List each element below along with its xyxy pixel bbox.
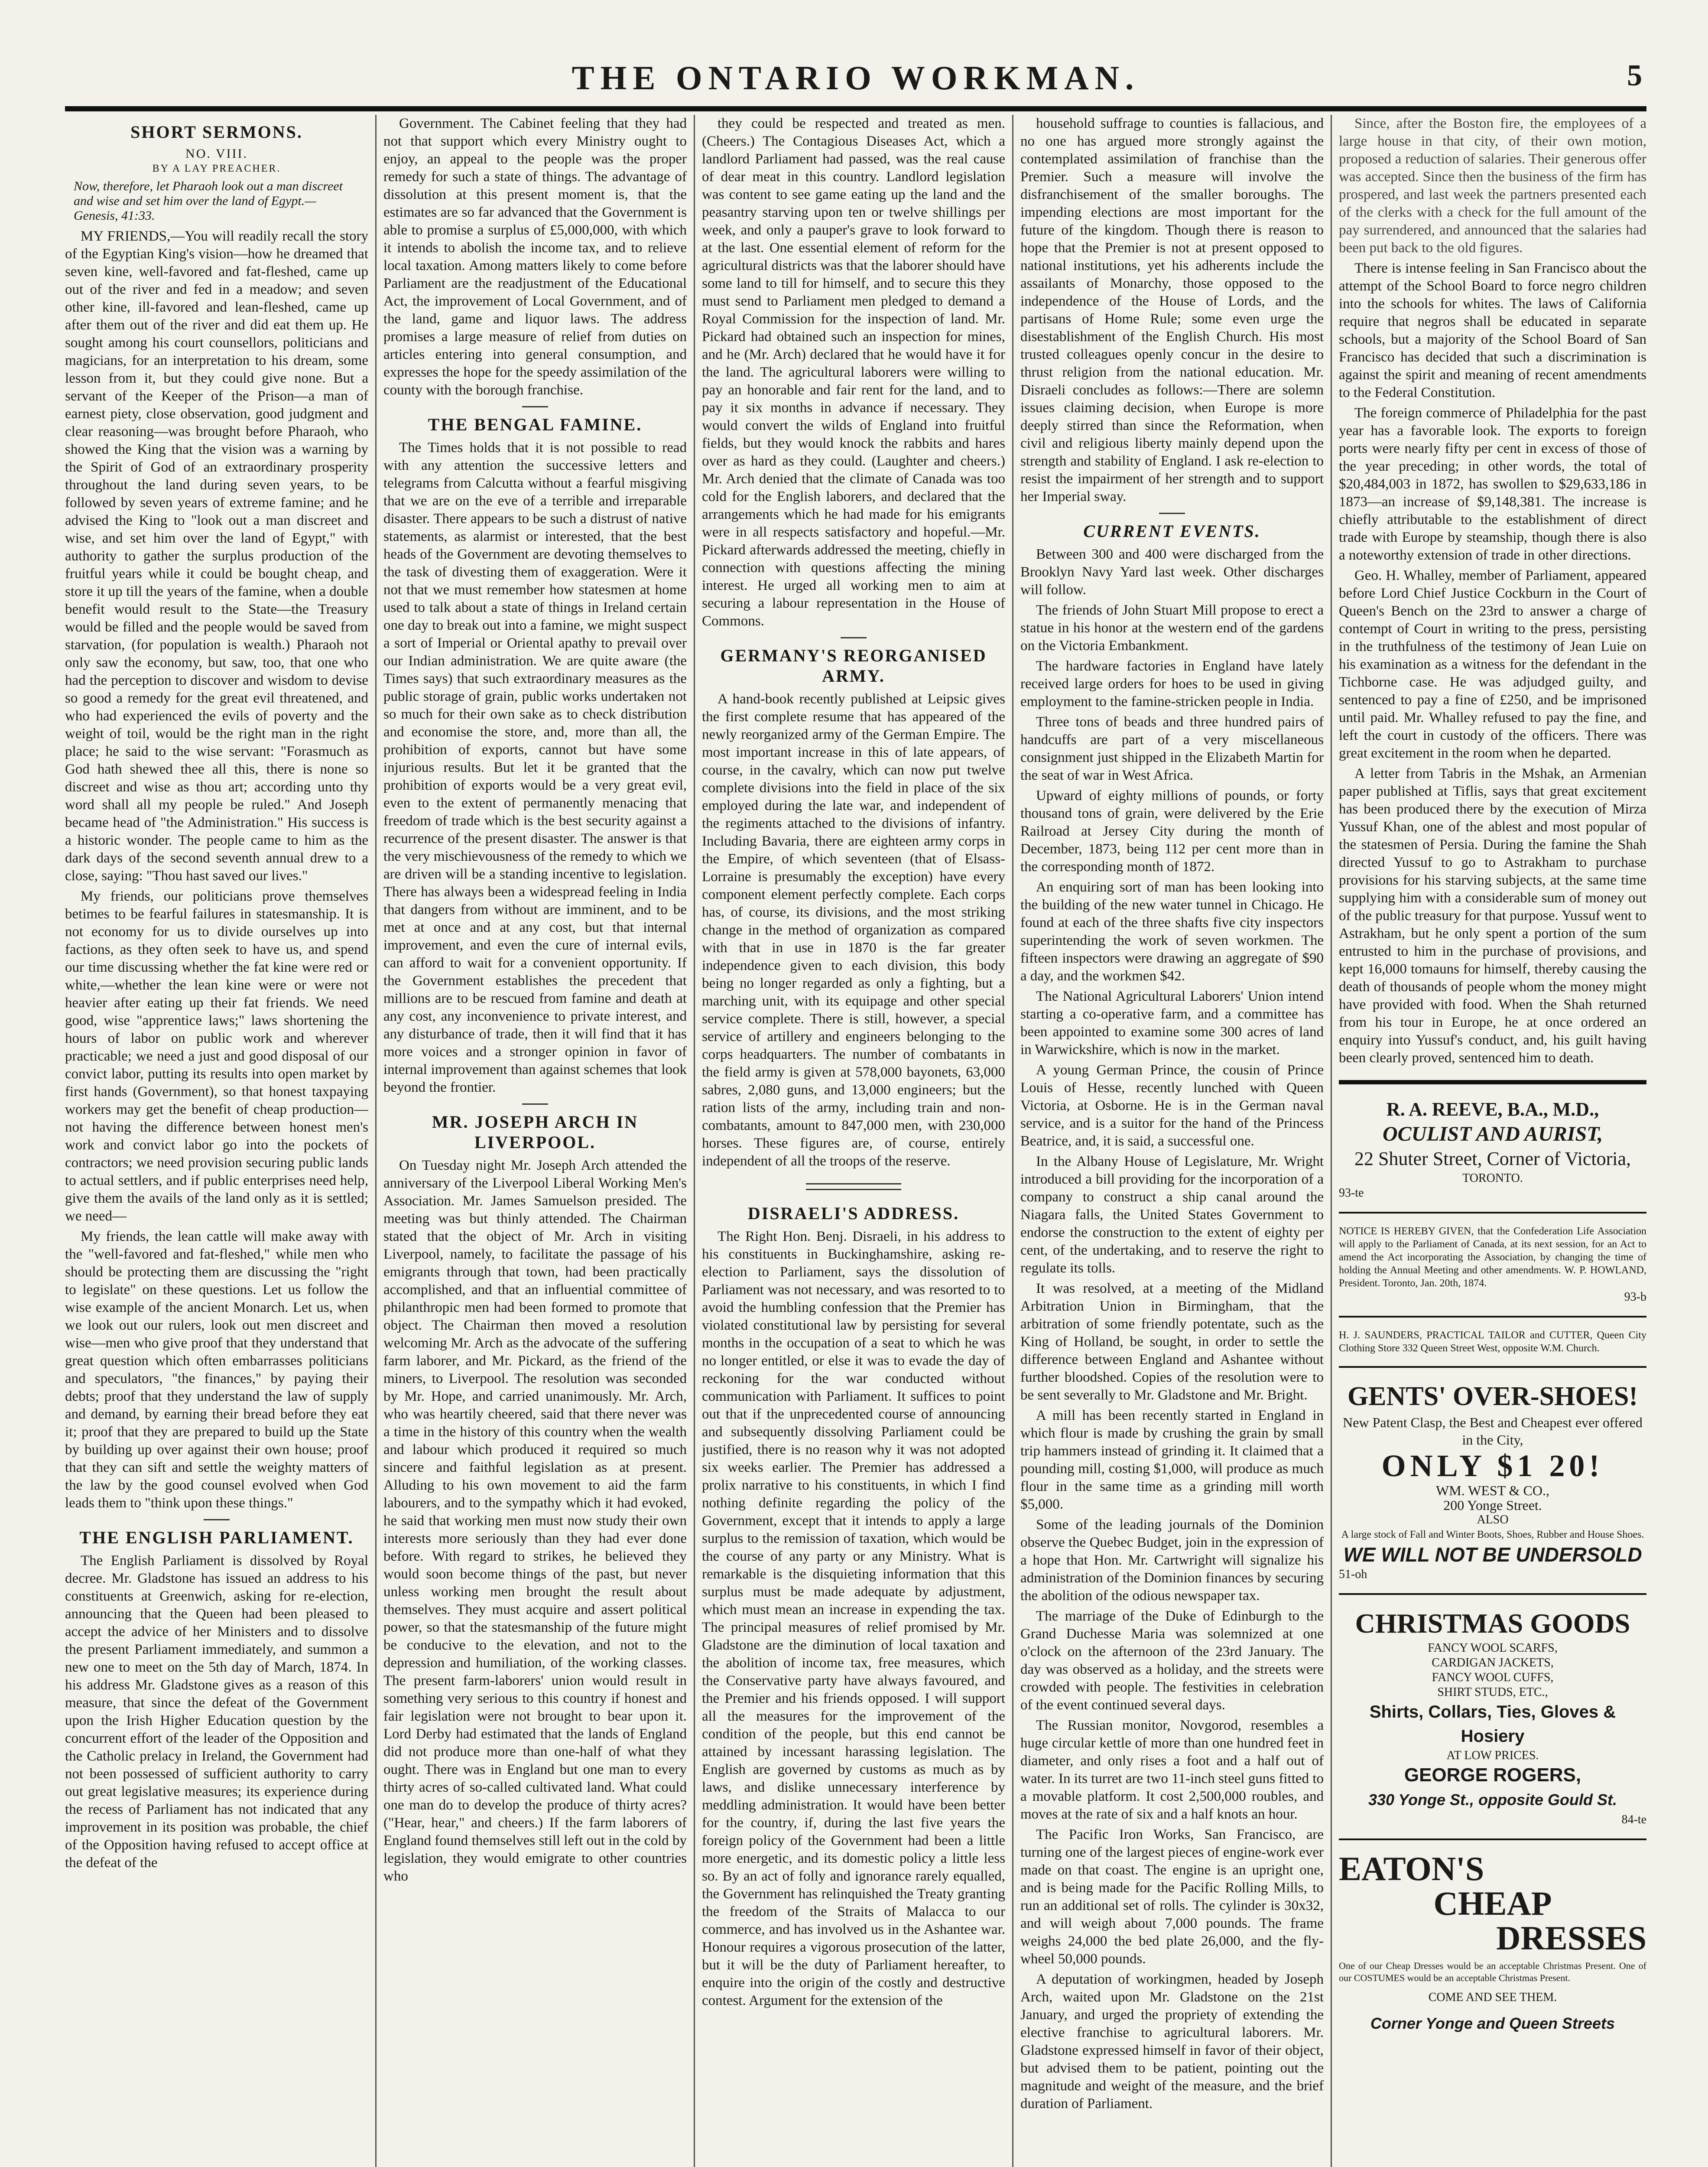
current-events-heading: CURRENT EVENTS. — [1083, 521, 1261, 541]
eaton-address: Corner Yonge and Queen Streets — [1370, 2014, 1615, 2032]
column-rule — [1012, 115, 1013, 2167]
undersold-slogan: WE WILL NOT BE UNDERSOLD — [1343, 1543, 1642, 1566]
news-item: The friends of John Stuart Mill propose to erect a statue in his honor at the western end of the gardens on the Victoria Embankment. — [1020, 602, 1324, 654]
joseph-arch-heading: MR. JOSEPH ARCH IN LIVERPOOL. — [432, 1112, 639, 1152]
also-label: ALSO — [1477, 1513, 1509, 1526]
sermon-byline: BY A LAY PREACHER. — [152, 163, 281, 174]
eaton-line-3: DRESSES — [1496, 1919, 1646, 1957]
news-item: Three tons of beads and three hundred pairs of handcuffs are part of a very miscellaneous consignment just shipped in the Elizabeth Martin for the seat of war in West Africa. — [1020, 714, 1324, 783]
article-paragraph: The Right Hon. Benj. Disraeli, in his address to his constituents in Buckinghamshire, asking re-election to Parliament, says the dissolution of Parliament was not necessary, and was resorted to to avoid the humbling confession that the Premier has violated constitutional law by persisting for several months in the occupation of a seat to which he was no longer entitled, or else it was to evade the day of reckoning for the war conducted without communication with Parliament. It suffices to point out that if the unprecedented course of announcing and subsequently dissolving Parliament could be justified, there is no reason why it was not adopted six weeks earlier. The Premier has addressed a prolix narrative to his constituents, in which I find nothing definite regarding the policy of the Government, except that it intends to apply a large surplus to the remission of taxation, which would be the course of any party or any Ministry. What is remarkable is the disquieting information that this surplus must be made adequate by adjustment, which must mean an increase in expending the tax. The principal measures of relief promised by Mr. Gladstone are the diminution of local taxation and the abolition of income tax, free measures, which the Conservative party have always favoured, and the Premier and his friends opposed. I will support all the measures for the improvement of the condition of the people, but this end cannot be attained by incessant harassing legislation. The English are governed by customs as much as by laws, and dislike unnecessary interference by meddling administration. It would have been better for the country, if, during the last five years the foreign policy of the Government had been a little more energetic, and its domestic policy a little less so. By an act of folly and ignorance rarely equalled, the Government has relinquished the Treaty granting the freedom of the Straits of Malacca to our commerce, and has involved us in the Ashantee war. Honour requires a vigorous prosecution of the latter, but it will be the duty of Parliament hereafter, to enquire into the origin of the costly and destructive contest. Argument for the extension of the — [702, 1229, 1005, 2008]
disraeli-address-heading: DISRAELI'S ADDRESS. — [747, 1204, 960, 1223]
news-item: The Russian monitor, Novgorod, resembles a huge circular kettle of more than one hundred feet in diameter, and only rises a foot and a half out of water. In its turret are two 11-inch steel guns fitted to a movable platform. It cost 2,500,000 roubles, and moves at the rate of six and a half knots an hour. — [1020, 1718, 1324, 1822]
ad-rule — [1339, 1838, 1646, 1840]
sermon-number: NO. VIII. — [185, 146, 248, 161]
christmas-goods-advertisement — [1339, 1606, 1646, 1827]
article-paragraph: My friends, our politicians prove themselves betimes to be fearful failures in statesmanship. It is not economy for us to divide ourselves up into factions, as they often seek to have us, and spend our time discussing whether the fat kine were red or white,—whether the lean kine were or were not heavier after eating up their fat friends. We need good, wise "apprentice laws;" laws shortening the hours of labor on public work and wherever practicable; we need a just and good disposal of our convict labor, putting its results into open market by first hands (Government), so that honest taxpaying workers may get the benefit of cheap production—not having the difference between honest men's work and convict labor go into the pockets of contractors; we need provision securing public lands to actual settlers, and if public enterprises need help, give them the avails of the land only as it is settled; we need— — [65, 888, 368, 1224]
news-item: The marriage of the Duke of Edinburgh to the Grand Duchesse Maria was solemnized at one o'clock on the afternoon of the 23rd January. The day was observed as a holiday, and the streets were crowded with people. The festivities in celebration of the event continued several days. — [1020, 1608, 1324, 1713]
ad-rule — [1339, 1366, 1646, 1368]
news-item: A letter from Tabris in the Mshak, an Armenian paper published at Tiflis, says that great excitement has been produced there by the execution of Mirza Yussuf Khan, one of the ablest and most popular of the statesmen of Persia. During the famine the Shah directed Yussuf to go to Astrakham to purchase provisions for his starving subjects, at the same time supplying him with a considerable sum of money out of the public treasury for that purpose. Yussuf went to Astrakham, but he only spent a portion of the sum entrusted to him in the purchase of provisions, and kept 16,000 tomauns for himself, thereby causing the death of thousands of people whom the money might have provided with food. When the Shah returned from his tour in Europe, he at once ordered an enquiry into Yussuf's conduct, and, his guilt having been clearly proved, sentenced him to death. — [1339, 766, 1646, 1066]
eaton-line-2: CHEAP — [1433, 1884, 1552, 1922]
article-paragraph: Government. The Cabinet feeling that they had not that support which every Ministry ought to enjoy, an appeal to the people was the proper remedy for such a state of things. The advantage of dissolution at this present moment is, that the estimates are so far advanced that the Government is able to promise a surplus of £5,000,000, with which it intends to abolish the income tax, and to relieve local taxation. Among matters likely to come before Parliament are the readjustment of the Educational Act, the improvement of Local Government, and of the land, game and liquor laws. The address promises a large measure of relief from duties on articles entering into general consumption, and expresses the hope for the speedy assimilation of the county with the borough franchise. — [383, 116, 687, 398]
confederation-life-notice: NOTICE IS HEREBY GIVEN, that the Confederation Life Association will apply to the Parliament of Canada, at its next session, for an Act to amend the Act incorporating the Association, by changing the time of holding the Annual Meeting and other amendments. W. P. HOWLAND, President. Toronto, Jan. 20th, 1874. — [1339, 1226, 1646, 1289]
shirts-line: Shirts, Collars, Ties, Gloves & Hosiery — [1369, 1702, 1616, 1746]
eaton-description: One of our Cheap Dresses would be an acceptable Christmas Present. One of our COSTUMES would be an acceptable Christmas Present. — [1339, 1960, 1646, 1983]
column-4 — [1020, 115, 1324, 2167]
column-rule — [375, 115, 377, 2167]
news-item: There is intense feeling in San Francisco about the attempt of the School Board to force negro children into the schools for whites. The laws of California require that negros shall be educated in separate schools, but a majority of the School Board of San Francisco has decided that such a discrimination is against the spirit and meaning of recent amendments to the Federal Constitution. — [1339, 260, 1646, 400]
column-rule — [694, 115, 695, 2167]
ad-section-rule — [1339, 1080, 1646, 1084]
short-sermons-heading: SHORT SERMONS. — [130, 122, 303, 142]
overshoes-description: New Patent Clasp, the Best and Cheapest ever offered in the City, — [1343, 1415, 1643, 1448]
section-divider — [522, 1103, 548, 1105]
news-item: A mill has been recently started in England in which flour is made by crushing the grain by small trip hammers instead of grinding it. It claimed that a pounding mill, costing $1,000, will produce as much flour in the same time as a grinding mill worth $5,000. — [1020, 1408, 1324, 1512]
article-paragraph: My friends, the lean cattle will make away with the "well-favored and fat-fleshed," while men who should be protecting them are discussing the "right to legislate" on these questions. Let us follow the wise example of the ancient Monarch. Let us, when we look out our rulers, look out men discreet and wise—men who give proof that they understand that great question which often embarrasses politicians and speculators, "the finances," by paying their debts; proof that they understand the law of supply and demand, by earning their bread before they eat it; proof that they are prepared to build up the State by building up over against their own house; proof that they can sift and settle the weighty matters of the law by the good counsel evolved when God leads them to "think upon these things." — [65, 1229, 368, 1511]
ad-code: 93-te — [1339, 1186, 1364, 1200]
christmas-item: FANCY WOOL SCARFS, — [1428, 1641, 1558, 1655]
west-stock: A large stock of Fall and Winter Boots, Shoes, Rubber and House Shoes. — [1341, 1529, 1644, 1540]
article-paragraph: they could be respected and treated as men. (Cheers.) The Contagious Diseases Act, which a landlord Parliament had passed, was the real cause of dear meat in this country. Landlord legislation was content to see game eating up the land and the peasantry starving upon ten or twelve shillings per week, and only a pauper's grave to look forward to at the last. One essential element of reform for the agricultural districts was that the laborer should have some land to till for himself, and to secure this they must send to Parliament men pledged to demand a Royal Commission for the inspection of land. Mr. Pickard had obtained such an inspection for mines, and he (Mr. Arch) declared that he would have it for the land. The agricultural laborers were willing to pay an honorable and fair rent for the land, and to pay it six months in advance if necessary. They would convert the wilds of England into fruitful fields, but they would knock the rabbits and hares over as hard as they could. (Laughter and cheers.) Mr. Arch denied that the climate of Canada was too cold for the English laborers, and declared that the arrangements which he had made for his emigrants were in all respects satisfactory and hopeful.—Mr. Pickard afterwards addressed the meeting, chiefly in connection with questions affecting the mining interest. He urged all working men to aim at securing a labour representation in the House of Commons. — [702, 116, 1005, 629]
newspaper-title: THE ONTARIO WORKMAN. — [571, 59, 1140, 97]
news-item: In the Albany House of Legislature, Mr. Wright introduced a bill providing for the incorporation of a company to construct a ship canal around the Niagara falls, the United States Government to endorse the construction to the extent of eighty per cent, of the undertaking, and to reserve the right to regulate its tolls. — [1020, 1154, 1324, 1276]
eaton-cta: COME AND SEE THEM. — [1428, 1991, 1557, 2004]
reeve-advertisement — [1339, 1097, 1646, 1201]
sermon-epigraph: Now, therefore, let Pharaoh look out a man discreet and wise and set him over the land of Egypt.—Genesis, 41:33. — [74, 179, 343, 223]
eaton-line-1: EATON'S — [1339, 1850, 1484, 1887]
article-paragraph: household suffrage to counties is fallacious, and no one has argued more strongly against the contemplated assimilation of franchise than the Premier. Such a measure will involve the disfranchisement of the smaller boroughs. The impending elections are most important for the future of the kingdom. Though there is reason to hope that the Premier is not at present opposed to national institutions, yet his adherents include the assailants of Monarchy, those opposed to the independence of the House of Lords, and the partisans of Home Rule; some even urge the disestablishment of the English Church. His most trusted colleagues openly concur in the desire to thrust religion from the national education. Mr. Disraeli concludes as follows:—There are solemn issues claiming decision, when Europe is more deeply stirred than since the Reformation, when civil and religious liberty mainly depend upon the strength and stability of England. I ask re-election to resist the impairment of her strength and to support her Imperial sway. — [1020, 116, 1324, 504]
news-item: The Pacific Iron Works, San Francisco, are turning one of the largest pieces of engine-work ever made on that coast. The engine is an upright one, and is being made for the Pacific Rolling Mills, to run an additional set of rolls. The cylinder is 30x32, and will weigh about 7,000 pounds. The frame weighs 24,000 the bed plate 26,000, and the fly-wheel 50,000 pounds. — [1020, 1827, 1324, 1967]
ad-rule — [1339, 1316, 1646, 1318]
west-address: 200 Yonge Street. — [1443, 1497, 1542, 1513]
english-parliament-heading: THE ENGLISH PARLIAMENT. — [79, 1528, 354, 1547]
page-number: 5 — [1627, 59, 1642, 92]
overshoes-advertisement — [1339, 1379, 1646, 1582]
article-paragraph: A hand-book recently published at Leipsic gives the first complete resume that has appeared of the newly reorganized army of the German Empire. The most important increase in this of late appears, of course, in the cavalry, which can now put twelve complete divisions into the field in place of the six employed during the late war, and independent of the regiments attached to the divisions of infantry. Including Bavaria, there are eighteen army corps in the Empire, of which seventeen (that of Elsass-Lorraine is presumably the exception) have every component element perfectly complete. Each corps has, of course, its divisions, and the most striking change in the method of organization as compared with that in use in 1870 is the far greater independence given to each division, this body being no longer regarded as only a fighting, but a marching unit, with its equipage and other special service complete. There is still, however, a special service of artillery and engineers belonging to the corps headquarters. The number of combatants in the field army is given at 578,000 bayonets, 63,000 sabres, 2,080 guns, and 13,000 engineers; but the ration lists of the army, including train and non-combatants, amount to 847,000 men, with 230,000 horses. These figures are, of course, entirely independent of all the troops of the reserve. — [702, 691, 1005, 1169]
rogers-name: GEORGE ROGERS, — [1404, 1764, 1581, 1786]
reeve-name: R. A. REEVE, B.A., M.D., — [1386, 1099, 1599, 1120]
column-1 — [65, 115, 368, 2167]
section-divider — [522, 406, 548, 407]
news-item: Geo. H. Whalley, member of Parliament, appeared before Lord Chief Justice Cockburn in the Court of Queen's Bench on the 23rd to answer a charge of contempt of Court in writing to the press, persisting in the truthfulness of the testimony of Jean Luie on his examination as a witness for the defendant in the Tichborne case. He was adjudged guilty, and sentenced to pay a fine of £250, and be imprisoned until paid. Mr. Whalley refused to pay the fine, and left the court in custody of the officers. There was great excitement in the room when he departed. — [1339, 568, 1646, 761]
reeve-city: TORONTO. — [1462, 1171, 1523, 1185]
section-divider — [1159, 513, 1185, 514]
overshoes-price: ONLY $1 20! — [1381, 1448, 1604, 1483]
ad-code: 51-oh — [1339, 1568, 1367, 1581]
news-item: A young German Prince, the cousin of Prince Louis of Hesse, recently lunched with Queen Victoria, at Osborne. He is in the German naval service, and is a suitor for the hand of the Princess Beatrice, and, it is said, a successful one. — [1020, 1062, 1324, 1149]
section-divider — [204, 1519, 230, 1520]
reeve-address: 22 Shuter Street, Corner of Victoria, — [1354, 1148, 1631, 1169]
news-item: It was resolved, at a meeting of the Midland Arbitration Union in Birmingham, that the arbitration of some friendly potentate, such as the King of Holland, be sought, in order to settle the difference between England and Ashantee without further bloodshed. Copies of the resolution were to be sent severally to Mr. Gladstone and Mr. Bright. — [1020, 1281, 1324, 1403]
column-rule — [1331, 115, 1332, 2167]
saunders-advertisement: H. J. SAUNDERS, PRACTICAL TAILOR and CUTTER, Queen City Clothing Store 332 Queen Street West, opposite W.M. Church. — [1339, 1330, 1646, 1354]
news-item: Since, after the Boston fire, the employees of a large house in that city, of their own motion, proposed a reduction of salaries. Their generous offer was accepted. Since then the business of the firm has prospered, and last week the partners presented each of the clerks with a check for the full amount of the pay surrendered, and announced that the salaries had been put back to the old figures. — [1339, 116, 1646, 256]
news-item: Upward of eighty millions of pounds, or forty thousand tons of grain, were delivered by the Erie Railroad at Jersey City during the month of December, 1873, being 112 per cent more than in the corresponding month of 1872. — [1020, 788, 1324, 875]
news-item: Between 300 and 400 were discharged from the Brooklyn Navy Yard last week. Other discharges will follow. — [1020, 547, 1324, 598]
christmas-title: CHRISTMAS GOODS — [1355, 1608, 1630, 1639]
overshoes-title: GENTS' OVER-SHOES! — [1347, 1382, 1638, 1411]
ad-rule — [1339, 1593, 1646, 1595]
west-name: WM. WEST & CO., — [1436, 1483, 1549, 1498]
article-paragraph: On Tuesday night Mr. Joseph Arch attended the anniversary of the Liverpool Liberal Working Men's Association. Mr. James Samuelson presided. The meeting was but thinly attended. The Chairman stated that the object of Mr. Arch in visiting Liverpool, namely, to facilitate the passage of his emigrants through that town, had been practically accomplished, and that an influential committee of philanthropic men had been formed to promote that object. The Chairman then moved a resolution welcoming Mr. Arch as the advocate of the suffering farm laborer, and Mr. Pickard, as the friend of the miners, to Liverpool. The resolution was seconded by Mr. Hope, and carried unanimously. Mr. Arch, who was heartily cheered, said that there never was a time in the history of this country when the wealth and labour which produced it required so much sincere and faithful legislation as at present. Alluding to his own movement to aid the farm labourers, and to the sympathy which it had evoked, he said that working men must now study their own interests more seriously than they had ever done before. With regard to strikes, he believed they would soon become things of the past, but never unless working men brought the result about themselves. They must acquire and assert political power, so that the statesmanship of the future might be conducive to the elevation, and not to the depression and humiliation, of the working classes. The present farm-laborers' union would result in something very serious to this country if honest and fair legislation were not brought to bear upon it. Lord Derby had estimated that the lands of England did not produce more than one-half of what they ought. There was in England but one man to every thirty acres of so-called cultivated land. What could one man do to develop the produce of thirty acres? ("Hear, hear," and cheers.) If the farm laborers of England found themselves still left out in the cold by legislation, they would emigrate to other countries who — [383, 1158, 687, 1884]
section-divider — [841, 637, 867, 638]
masthead — [65, 59, 1646, 111]
rogers-address: 330 Yonge St., opposite Gould St. — [1368, 1791, 1617, 1809]
column-2 — [383, 115, 687, 2167]
news-item: The foreign commerce of Philadelphia for the past year has a favorable look. The exports to foreign ports were nearly fifty per cent in excess of those of the year preceding; in other words, the total of $20,484,003 in 1872, has swollen to $29,633,186 in 1873—an increase of $9,148,381. The increase is chiefly attributable to the establishment of direct trade with Europe by steamship, though there is also a noteworthy extension of trade in other directions. — [1339, 405, 1646, 563]
news-item: The hardware factories in England have lately received large orders for hoes to be used in giving employment to the famine-stricken people in India. — [1020, 658, 1324, 709]
article-paragraph: MY FRIENDS,—You will readily recall the story of the Egyptian King's vision—how he dreamed that seven kine, well-favored and fat-fleshed, came up out of the river and fed in a meadow; and seven other kine, ill-favored and lean-fleshed, came up after them out of the river and did eat them up. He sought among his court counsellors, politicians and magicians, for an interpretation to his dream, some lesson from it, but they could give none. But a servant of the Keeper of the Prison—a man of earnest piety, close observation, good judgment and clear reasoning—was brought before Pharaoh, who showed the King that the vision was a warning by the Spirit of God of an extraordinary prosperity throughout the land during seven years, to be followed by seven years of extreme famine; and he advised the King to "look out a man discreet and wise, and set him over the land of Egypt," with authority to gather the surplus production of the fruitful years while it could be bought cheap, and store it up till the years of the famine, when a double benefit would result to the State—the Treasury would be filled and the people would be saved from starvation, (for population is wealth.) Pharaoh not only saw the economy, but saw, too, that one who had the perception to discover and wisdom to devise so good a remedy for the great evil threatened, and who had experienced the evils of poverty and the weight of toil, would be the right man in the right place; he said to the wise servant: "Forasmuch as God hath shewed thee all this, there is none so discreet and wise as thou art; according unto thy word shall all my people be ruled." And Joseph became head of "the Administration." His success is a historic wonder. The people came to him as the dark days of the second seventh annual drew to a close, saying: "Thou hast saved our lives." — [65, 228, 368, 884]
news-item: Some of the leading journals of the Dominion observe the Quebec Budget, join in the expression of a hope that Hon. Mr. Cartwright will signalize his administration of the Dominion finances by securing the abolition of the odious newspaper tax. — [1020, 1517, 1324, 1604]
ad-code: 84-te — [1621, 1813, 1646, 1826]
news-item: A deputation of workingmen, headed by Joseph Arch, waited upon Mr. Gladstone on the 21st January, and urged the propriety of extending the elective franchise to agricultural laborers. Mr. Gladstone expressed himself in favor of their object, but advised them to be patient, pointing out the magnitude and weight of the measure, and the brief duration of Parliament. — [1020, 1972, 1324, 2112]
christmas-item: FANCY WOOL CUFFS, — [1432, 1671, 1554, 1684]
article-paragraph: The English Parliament is dissolved by Royal decree. Mr. Gladstone has issued an address to his constituents at Greenwich, asking for re-election, announcing that the Queen had been pleased to accept the advice of her Ministers and to dissolve the present Parliament immediately, and summon a new one to meet on the 5th day of March, 1874. In his address Mr. Gladstone gives as a reason of this measure, that since the defeat of the Government upon the Irish Higher Education question by the concurrent effort of the leader of the Opposition and the Catholic prelacy in Ireland, the Government had not been possessed of sufficient authority to carry out great legislative measures; its experience during the recess of Parliament has not indicated that any improvement in its position was probable, the chief of the Opposition having refused to accept office at the defeat of the — [65, 1553, 368, 1871]
bengal-famine-heading: THE BENGAL FAMINE. — [428, 415, 643, 434]
masthead-rule — [65, 106, 1646, 111]
ad-code: 93-b — [1624, 1290, 1646, 1304]
news-item: The National Agricultural Laborers' Union intend starting a co-operative farm, and a committee has been appointed to examine some 300 acres of land in Warwickshire, which is now in the market. — [1020, 989, 1324, 1057]
article-paragraph: The Times holds that it is not possible to read with any attention the successive letters and telegrams from Calcutta without a fearful misgiving that we are on the eve of a terrible and irreparable disaster. There appears to be such a distrust of native statements, as alarmist or interested, that the best heads of the Government are devoting themselves to the task of divesting them of exaggeration. Were it not that we must remember how statesmen at home used to talk about a state of things in Ireland certain one day to break out into a famine, we might suspect a sort of Imperial or Oriental apathy to prevail over our Indian administration. We are quite aware (the Times says) that such extraordinary measures as the public storage of grain, public works undertaken not so much for their own sake as to check distribution and economise the store, and, more than all, the prohibition of exports, cannot but have some injurious results. But let it be granted that the prohibition of exports would be a very great evil, even to the extent of permanently menacing that freedom of trade which is the best security against a recurrence of the present disaster. The answer is that the very mischievousness of the remedy to which we are driven will be a standing incentive to legislation. There has always been a widespread feeling in India that dangers from without are imminent, and to be met at once and at any cost, but that internal improvement, and even the cure of internal evils, can afford to wait for a convenient opportunity. If the Government establishes the precedent that millions are to be rescued from famine and death at any cost, any inconvenience to private interest, and any disturbance of trade, then it will find that it has more voices and a stronger opinion in favor of internal improvement than against schemes that look beyond the frontier. — [383, 440, 687, 1095]
low-prices: AT LOW PRICES. — [1446, 1749, 1539, 1762]
column-3 — [702, 115, 1005, 2167]
news-item: An enquiring sort of man has been looking into the building of the new water tunnel in Chicago. He found at each of the three shafts five city inspectors superintending the work of seven workmen. The fifteen inspectors were drawing an aggregate of $90 a day, and the workmen $42. — [1020, 879, 1324, 984]
ad-rule — [1339, 1212, 1646, 1214]
germany-army-heading: GERMANY'S REORGANISED ARMY. — [720, 646, 987, 686]
christmas-item: CARDIGAN JACKETS, — [1432, 1656, 1554, 1669]
reeve-title: OCULIST AND AURIST, — [1382, 1123, 1603, 1145]
eatons-advertisement — [1339, 1851, 1646, 2036]
section-divider — [806, 1183, 901, 1190]
column-5 — [1339, 115, 1646, 2167]
christmas-item: SHIRT STUDS, ETC., — [1437, 1685, 1548, 1699]
